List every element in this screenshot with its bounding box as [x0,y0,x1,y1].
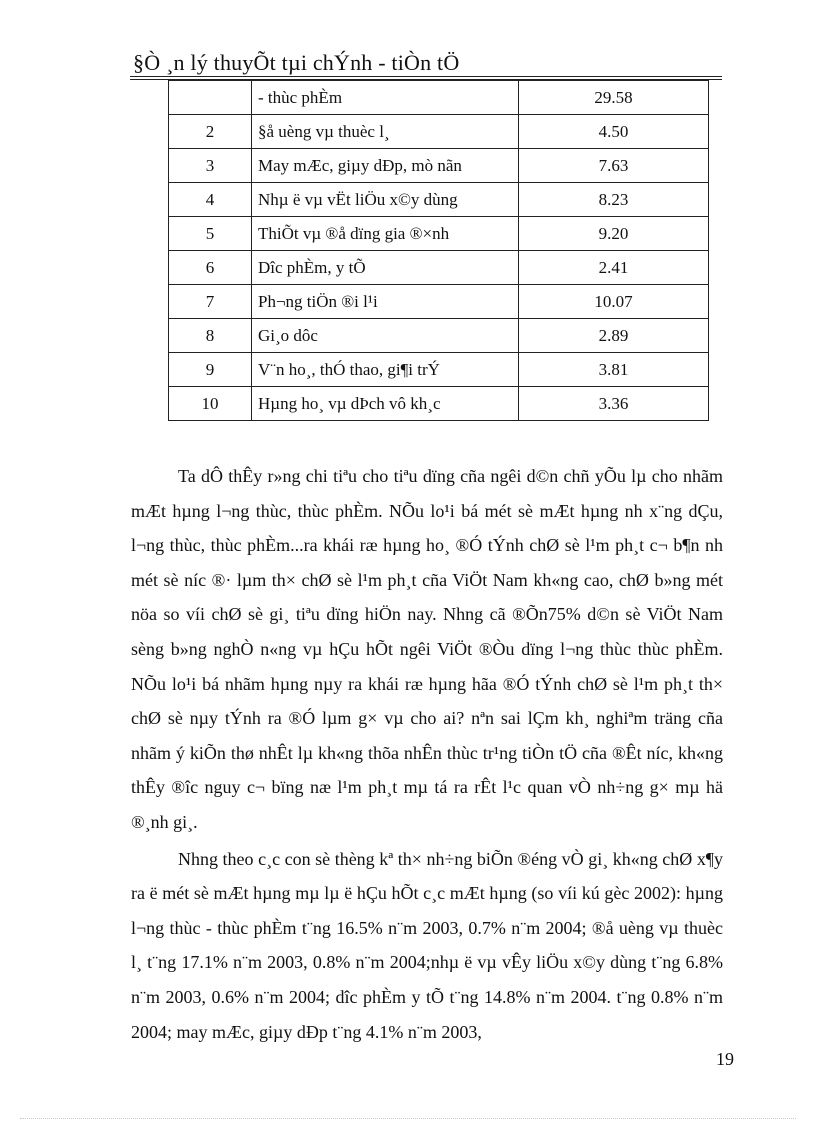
page-header-title: §Ò ¸n lý thuyÕt tµi chÝnh - tiÒn tÖ [133,50,460,75]
row-value: 10.07 [519,285,709,319]
row-value: 7.63 [519,149,709,183]
footer-dotted-line [20,1118,796,1119]
row-value: 3.36 [519,387,709,421]
row-number: 3 [169,149,252,183]
row-number: 7 [169,285,252,319]
table-row [169,387,709,421]
table-row [169,285,709,319]
table-row [169,183,709,217]
page-number: 19 [716,1049,734,1069]
table-row [169,149,709,183]
table-row [169,81,709,115]
row-number: 9 [169,353,252,387]
price-index-table [168,80,709,421]
row-category: Gi¸o dôc [252,319,519,353]
row-number: 5 [169,217,252,251]
row-category: May mÆc, giµy dÐp, mò nãn [252,149,519,183]
row-category: Dîc phÈm, y tÕ [252,251,519,285]
row-value: 4.50 [519,115,709,149]
table-body [169,81,709,421]
table-row [169,353,709,387]
row-category: V¨n ho¸, thÓ thao, gi¶i trÝ [252,353,519,387]
row-number: 10 [169,387,252,421]
row-value: 8.23 [519,183,709,217]
row-category: - thùc phÈm [252,81,519,115]
paragraph-2: Nhng theo c¸c con sè thèng kª th× nh÷ng biÕn ®éng vÒ gi¸ kh«ng chØ x¶y ra ë mét sè mÆt hµng mµ lµ ë hÇu hÕt c¸c mÆt hµng (so víi kú gèc 2002): hµng l¬ng thùc - thùc phÈm t¨ng 16.5% n¨m 2003, 0.7% n¨m 2004; ®å uèng vµ thuèc l¸ t¨ng 17.1% n¨m 2003, 0.8% n¨m 2004;nhµ ë vµ vÊy liÖu x©y dùng t¨ng 6.8% n¨m 2003, 0.6% n¨m 2004; dîc phÈm y tÕ t¨ng 14.8% n¨m 2004. t¨ng 0.8% n¨m 2004; may mÆc, giµy dÐp t¨ng 4.1% n¨m 2003, [131,848,723,1042]
row-number: 2 [169,115,252,149]
row-category: Nhµ ë vµ vËt liÖu x©y dùng [252,183,519,217]
table-row [169,217,709,251]
row-number [169,81,252,115]
row-value: 2.41 [519,251,709,285]
row-number: 4 [169,183,252,217]
table-row [169,115,709,149]
row-value: 29.58 [519,81,709,115]
row-number: 8 [169,319,252,353]
row-category: ThiÕt vµ ®å dïng gia ®×nh [252,217,519,251]
body-text [131,459,723,1049]
row-category: §å uèng vµ thuèc l¸ [252,115,519,149]
row-value: 3.81 [519,353,709,387]
row-category: Ph¬ng tiÖn ®i l¹i [252,285,519,319]
header-rule [130,76,722,77]
table-row [169,251,709,285]
row-category: Hµng ho¸ vµ dÞch vô kh¸c [252,387,519,421]
table-row [169,319,709,353]
row-value: 9.20 [519,217,709,251]
row-number: 6 [169,251,252,285]
row-value: 2.89 [519,319,709,353]
paragraph-1: Ta dÔ thÊy r»ng chi tiªu cho tiªu dïng cña ngêi d©n chñ yÕu lµ cho nhãm mÆt hµng l¬ng thùc, thùc phÈm. NÕu lo¹i bá mét sè mÆt hµng nh x¨ng dÇu, l¬ng thùc, thùc phÈm...ra khái ræ hµng ho¸ ®Ó tÝnh chØ sè l¹m ph¸t c¬ b¶n nh mét sè níc ®· lµm th× chØ sè l¹m ph¸t cña ViÖt Nam kh«ng cao, chØ b»ng mét nöa so víi chØ sè gi¸ tiªu dïng hiÖn nay. Nhng cã ®Õn75% d©n sè ViÖt Nam sèng b»ng nghÒ n«ng vµ hÇu hÕt ngêi ViÖt ®Òu dïng l¬ng thùc thùc phÈm. NÕu lo¹i bá nhãm hµng nµy ra khái ræ hµng hãa ®Ó tÝnh chØ sè l¹m ph¸t th× chØ sè nµy tÝnh ra ®Ó lµm g× vµ cho ai? nªn sai lÇm kh¸ nghiªm träng cña nhãm ý kiÕn thø nhÊt lµ kh«ng thõa nhÊn thùc tr¹ng tiÒn tÖ cña ®Êt níc, kh«ng thÊy ®îc nguy c¬ bïng næ l¹m ph¸t mµ tá ra rÊt l¹c quan vÒ nh÷ng g× mµ hä ®¸nh gi¸. [131,466,723,832]
